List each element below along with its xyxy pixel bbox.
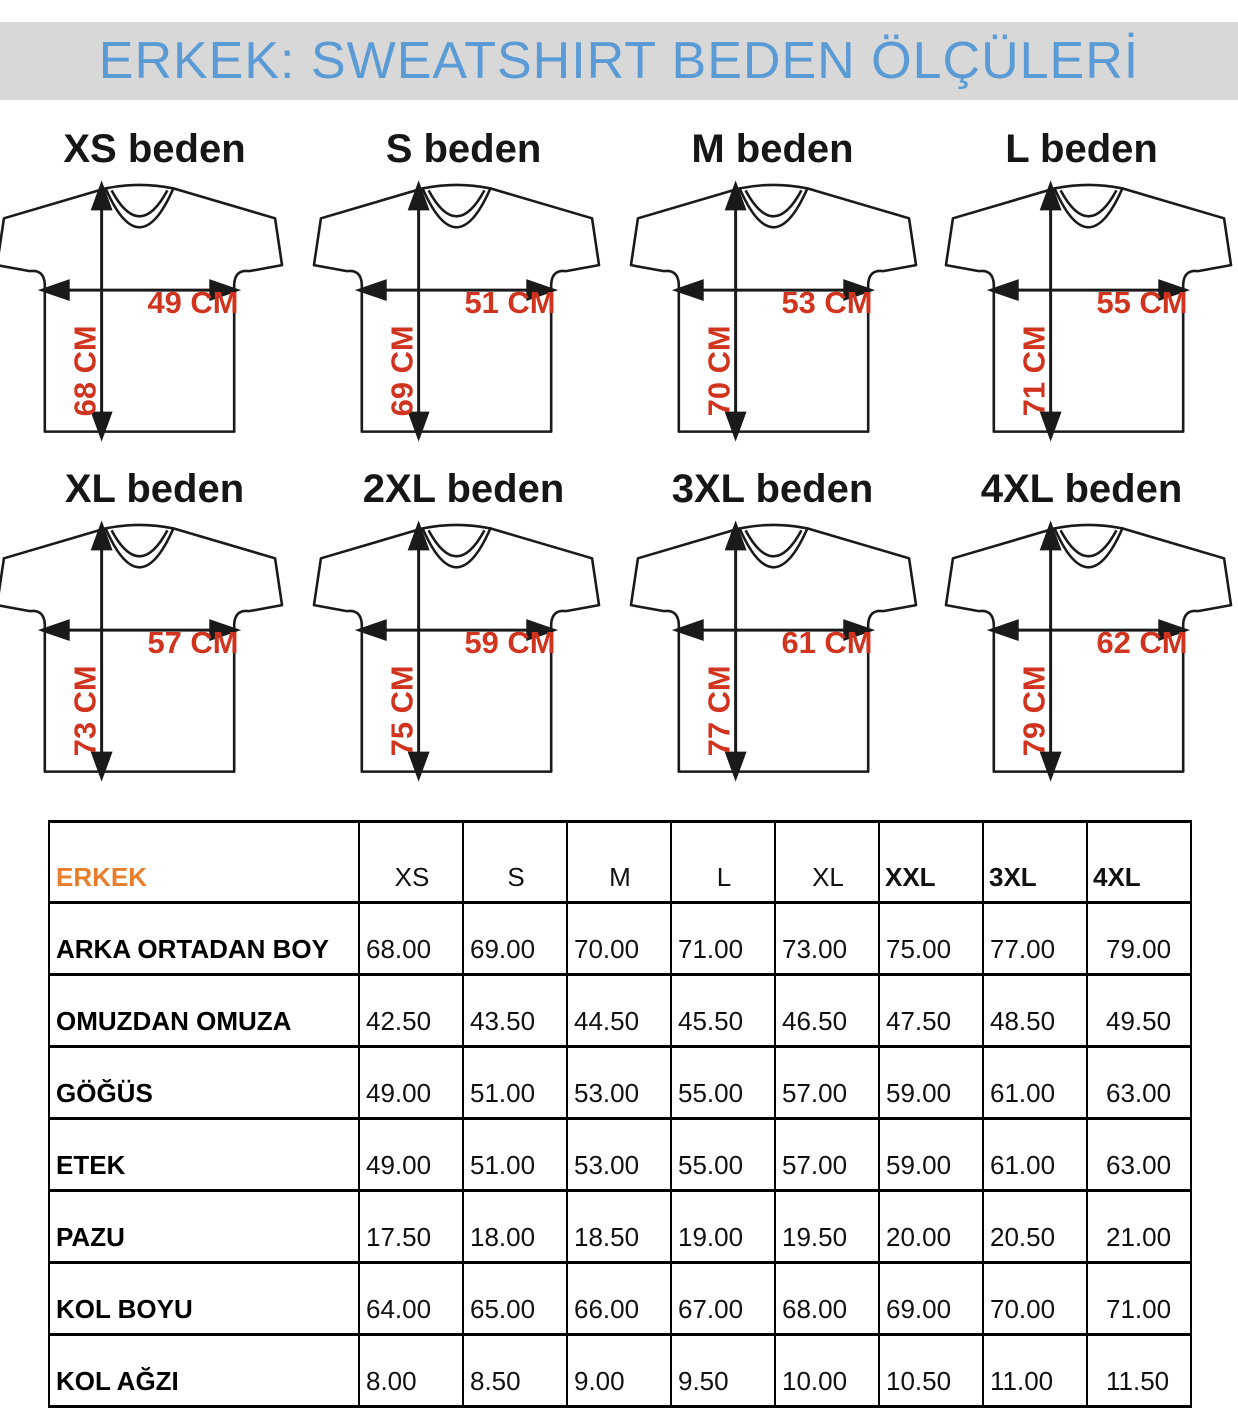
table-cell: 59.00: [879, 1119, 983, 1191]
height-measurement-label: 68 CM: [67, 325, 103, 417]
size-header-l: L: [671, 822, 775, 903]
shirt-diagram-grid: [0, 100, 1238, 790]
table-cell: 49.50: [1087, 975, 1191, 1047]
arrow-left-icon: [987, 279, 1019, 301]
table-cell: 53.00: [567, 1047, 671, 1119]
shirt-size-title: 3XL beden: [671, 467, 874, 511]
tshirt-drawing-icon: [933, 518, 1238, 790]
arrow-left-icon: [355, 619, 387, 641]
table-cell: 70.00: [983, 1263, 1087, 1335]
table-cell: 67.00: [671, 1263, 775, 1335]
size-table-section: [0, 790, 1238, 1422]
size-header-4xl: 4XL: [1087, 822, 1191, 903]
arrow-left-icon: [38, 279, 70, 301]
table-cell: 71.00: [1087, 1263, 1191, 1335]
size-header-xxl: XXL: [879, 822, 983, 903]
table-cell: 61.00: [983, 1119, 1087, 1191]
table-cell: 59.00: [879, 1047, 983, 1119]
table-corner-label: ERKEK: [49, 822, 359, 903]
tshirt-drawing-icon: [933, 178, 1238, 450]
row-label: GÖĞÜS: [49, 1047, 359, 1119]
width-measurement-label: 59 CM: [464, 625, 556, 661]
table-cell: 21.00: [1087, 1191, 1191, 1263]
table-cell: 69.00: [463, 903, 567, 975]
tshirt-drawing-icon: [301, 178, 610, 450]
tshirt-drawing-icon: [0, 178, 293, 450]
shirt-size-title: 2XL beden: [362, 467, 565, 511]
table-cell: 77.00: [983, 903, 1087, 975]
tshirt-drawing-icon: [618, 518, 927, 790]
table-cell: 57.00: [775, 1047, 879, 1119]
width-measurement-label: 53 CM: [781, 285, 873, 321]
table-cell: 53.00: [567, 1119, 671, 1191]
table-cell: 51.00: [463, 1119, 567, 1191]
tshirt-outline: [631, 185, 916, 432]
row-label: KOL AĞZI: [49, 1335, 359, 1407]
height-measurement-label: 69 CM: [384, 325, 420, 417]
table-cell: 79.00: [1087, 903, 1191, 975]
shirt-diagram-4xl: [927, 466, 1236, 790]
size-header-3xl: 3XL: [983, 822, 1087, 903]
table-cell: 8.50: [463, 1335, 567, 1407]
table-cell: 68.00: [359, 903, 463, 975]
shirt-size-title: XS beden: [63, 127, 246, 171]
table-cell: 48.50: [983, 975, 1087, 1047]
width-measurement-label: 61 CM: [781, 625, 873, 661]
size-header-s: S: [463, 822, 567, 903]
tshirt-drawing-icon: [301, 518, 610, 790]
table-cell: 55.00: [671, 1119, 775, 1191]
table-cell: 9.50: [671, 1335, 775, 1407]
collar-outer-arc: [423, 188, 491, 227]
row-label: OMUZDAN OMUZA: [49, 975, 359, 1047]
page-title: ERKEK: SWEATSHIRT BEDEN ÖLÇÜLERİ: [98, 32, 1140, 90]
shirt-size-title: XL beden: [64, 467, 245, 511]
size-table: [48, 820, 1192, 1408]
tshirt-outline: [0, 185, 282, 432]
width-measurement-label: 57 CM: [147, 625, 239, 661]
table-row: [49, 1263, 1191, 1335]
table-cell: 17.50: [359, 1191, 463, 1263]
arrow-left-icon: [355, 279, 387, 301]
size-header-xs: XS: [359, 822, 463, 903]
shirt-diagram-l: [927, 126, 1236, 450]
table-row: [49, 903, 1191, 975]
arrow-left-icon: [987, 619, 1019, 641]
shirt-diagram-2xl: [309, 466, 618, 790]
table-cell: 64.00: [359, 1263, 463, 1335]
table-cell: 10.00: [775, 1335, 879, 1407]
tshirt-outline: [946, 525, 1231, 772]
tshirt-outline: [314, 185, 599, 432]
tshirt-drawing-icon: [618, 178, 927, 450]
table-cell: 43.50: [463, 975, 567, 1047]
tshirt-drawing-icon: [0, 518, 293, 790]
shirt-diagram-s: [309, 126, 618, 450]
table-cell: 19.50: [775, 1191, 879, 1263]
table-cell: 20.50: [983, 1191, 1087, 1263]
arrow-left-icon: [672, 279, 704, 301]
table-cell: 61.00: [983, 1047, 1087, 1119]
table-cell: 18.50: [567, 1191, 671, 1263]
table-cell: 51.00: [463, 1047, 567, 1119]
table-cell: 10.50: [879, 1335, 983, 1407]
table-cell: 11.50: [1087, 1335, 1191, 1407]
table-cell: 63.00: [1087, 1119, 1191, 1191]
height-measurement-label: 75 CM: [384, 665, 420, 757]
table-cell: 42.50: [359, 975, 463, 1047]
table-cell: 49.00: [359, 1047, 463, 1119]
table-cell: 73.00: [775, 903, 879, 975]
arrow-left-icon: [38, 619, 70, 641]
table-row: [49, 1047, 1191, 1119]
row-label: ARKA ORTADAN BOY: [49, 903, 359, 975]
table-cell: 65.00: [463, 1263, 567, 1335]
table-cell: 57.00: [775, 1119, 879, 1191]
table-cell: 18.00: [463, 1191, 567, 1263]
row-label: KOL BOYU: [49, 1263, 359, 1335]
collar-outer-arc: [106, 528, 174, 567]
height-measurement-label: 73 CM: [67, 665, 103, 757]
shirt-diagram-m: [618, 126, 927, 450]
shirt-size-title: L beden: [1005, 127, 1158, 171]
table-cell: 19.00: [671, 1191, 775, 1263]
tshirt-outline: [946, 185, 1231, 432]
table-row: [49, 1119, 1191, 1191]
table-cell: 44.50: [567, 975, 671, 1047]
shirt-size-title: 4XL beden: [980, 467, 1183, 511]
table-cell: 45.50: [671, 975, 775, 1047]
row-label: PAZU: [49, 1191, 359, 1263]
table-cell: 20.00: [879, 1191, 983, 1263]
table-cell: 63.00: [1087, 1047, 1191, 1119]
row-label: ETEK: [49, 1119, 359, 1191]
table-cell: 75.00: [879, 903, 983, 975]
table-header-row: [49, 822, 1191, 903]
table-cell: 66.00: [567, 1263, 671, 1335]
table-cell: 47.50: [879, 975, 983, 1047]
title-banner: [0, 22, 1238, 100]
collar-outer-arc: [106, 188, 174, 227]
tshirt-outline: [314, 525, 599, 772]
table-cell: 9.00: [567, 1335, 671, 1407]
shirt-size-title: M beden: [691, 127, 854, 171]
table-cell: 70.00: [567, 903, 671, 975]
tshirt-outline: [631, 525, 916, 772]
table-cell: 8.00: [359, 1335, 463, 1407]
width-measurement-label: 49 CM: [147, 285, 239, 321]
table-row: [49, 975, 1191, 1047]
table-cell: 55.00: [671, 1047, 775, 1119]
collar-outer-arc: [1055, 528, 1123, 567]
table-cell: 69.00: [879, 1263, 983, 1335]
size-header-m: M: [567, 822, 671, 903]
width-measurement-label: 62 CM: [1096, 625, 1188, 661]
shirt-diagram-xl: [0, 466, 309, 790]
table-cell: 46.50: [775, 975, 879, 1047]
height-measurement-label: 71 CM: [1016, 325, 1052, 417]
shirt-size-title: S beden: [385, 127, 542, 171]
width-measurement-label: 51 CM: [464, 285, 556, 321]
shirt-diagram-3xl: [618, 466, 927, 790]
shirt-diagram-xs: [0, 126, 309, 450]
collar-outer-arc: [740, 188, 808, 227]
table-row: [49, 1335, 1191, 1407]
table-row: [49, 1191, 1191, 1263]
table-cell: 68.00: [775, 1263, 879, 1335]
collar-outer-arc: [1055, 188, 1123, 227]
height-measurement-label: 70 CM: [701, 325, 737, 417]
table-cell: 71.00: [671, 903, 775, 975]
arrow-left-icon: [672, 619, 704, 641]
collar-outer-arc: [740, 528, 808, 567]
table-cell: 11.00: [983, 1335, 1087, 1407]
size-header-xl: XL: [775, 822, 879, 903]
tshirt-outline: [0, 525, 282, 772]
width-measurement-label: 55 CM: [1096, 285, 1188, 321]
height-measurement-label: 77 CM: [701, 665, 737, 757]
table-cell: 49.00: [359, 1119, 463, 1191]
height-measurement-label: 79 CM: [1016, 665, 1052, 757]
collar-outer-arc: [423, 528, 491, 567]
